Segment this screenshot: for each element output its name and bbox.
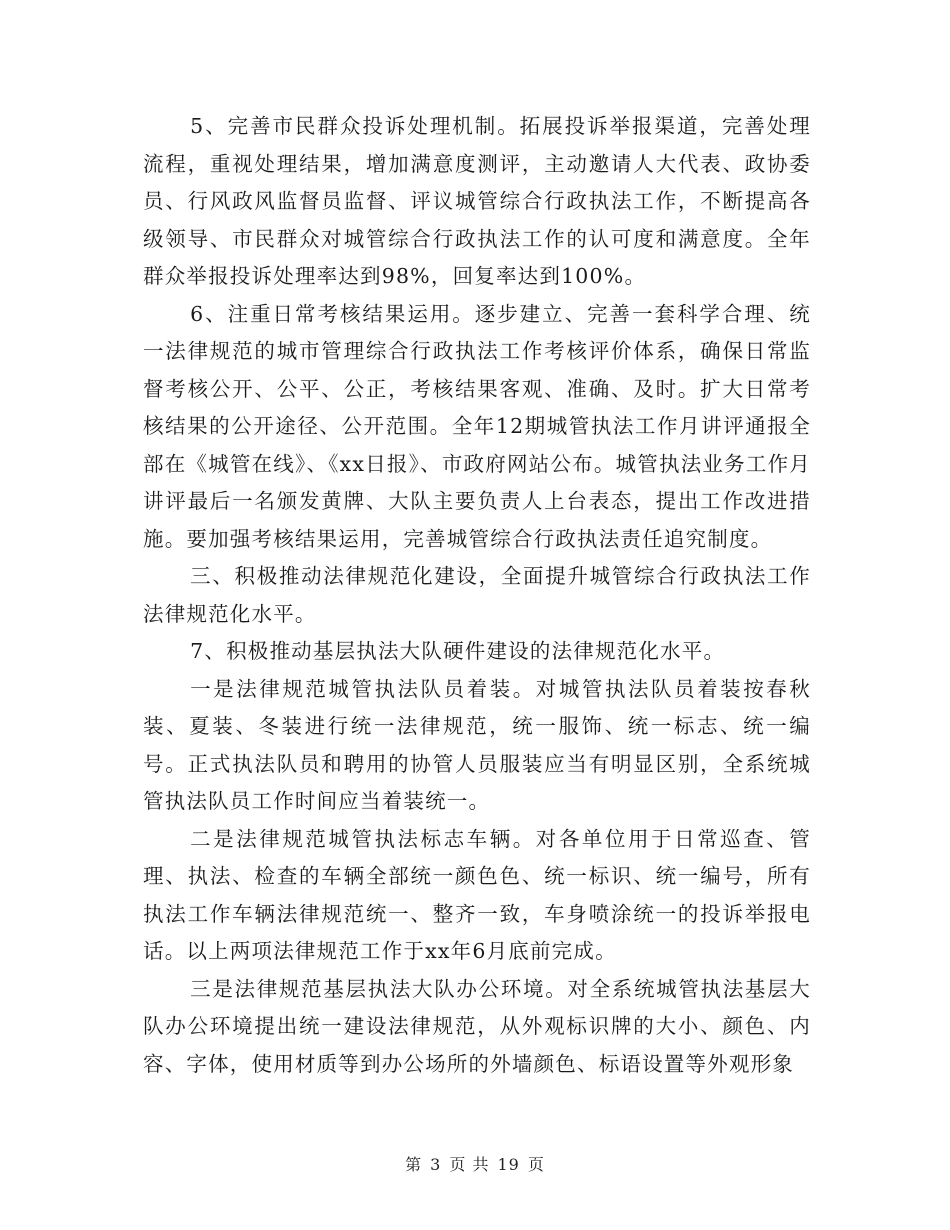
paragraph-office-environment: 三是法律规范基层执法大队办公环境。对全系统城管执法基层大队办公环境提出统一建设法律规范，从外观标识牌的大小、颜色、内容、字体，使用材质等到办公场所的外墙颜色、标语设置等外观形象 [143, 976, 811, 1076]
footer-prefix: 第 [405, 1155, 423, 1174]
footer-suffix: 页 [527, 1155, 545, 1174]
section-heading-standardization: 三、积极推动法律规范化建设，全面提升城管综合行政执法工作法律规范化水平。 [143, 564, 811, 626]
footer-current-page: 3 [430, 1155, 442, 1174]
paragraph-complaint-mechanism: 5、完善市民群众投诉处理机制。拓展投诉举报渠道，完善处理流程，重视处理结果，增加满意度测评，主动邀请人大代表、政协委员、行风政风监督员监督、评议城管综合行政执法工作，不断提高各级领导、市民群众对城管综合行政执法工作的认可度和满意度。全年群众举报投诉处理率达到98%，回复率达到100%。 [143, 114, 811, 288]
footer-middle: 页 共 [449, 1155, 490, 1174]
page-footer [0, 1152, 950, 1175]
page-body [143, 108, 811, 1083]
paragraph-hardware-construction: 7、积极推动基层执法大队硬件建设的法律规范化水平。 [190, 639, 726, 663]
paragraph-assessment-results: 6、注重日常考核结果运用。逐步建立、完善一套科学合理、统一法律规范的城市管理综合行政执法工作考核评价体系，确保日常监督考核公开、公平、公正，考核结果客观、准确、及时。扩大日常考核结果的公开途径、公开范围。全年12期城管执法工作月讲评通报全部在《城管在线》、《xx日报》、市政府网站公布。城管执法业务工作月讲评最后一名颁发黄牌、大队主要负责人上台表态，提出工作改进措施。要加强考核结果运用，完善城管综合行政执法责任追究制度。 [143, 301, 811, 551]
footer-total-pages: 19 [497, 1155, 520, 1174]
paragraph-vehicles: 二是法律规范城管执法标志车辆。对各单位用于日常巡查、管理、执法、检查的车辆全部统一颜色色、统一标识、统一编号，所有执法工作车辆法律规范统一、整齐一致，车身喷涂统一的投诉举报电话。以上两项法律规范工作于xx年6月底前完成。 [143, 826, 811, 963]
paragraph-uniforms: 一是法律规范城管执法队员着装。对城管执法队员着装按春秋装、夏装、冬装进行统一法律规范，统一服饰、统一标志、统一编号。正式执法队员和聘用的协管人员服装应当有明显区别，全系统城管执法队员工作时间应当着装统一。 [143, 676, 811, 813]
